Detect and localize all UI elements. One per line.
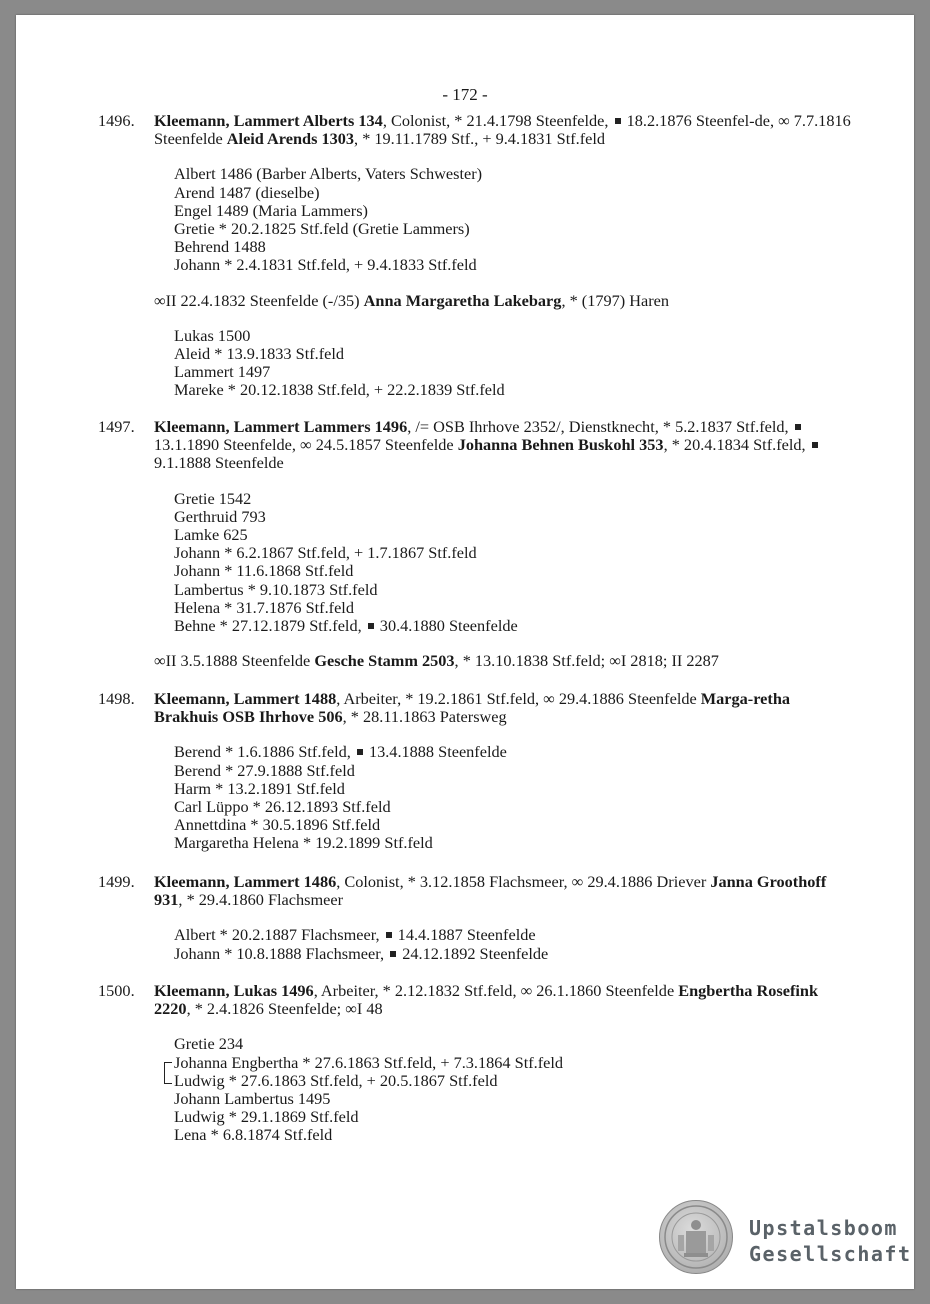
spouse-name: Johanna Behnen Buskohl 353 bbox=[457, 435, 664, 455]
list-item: Berend * 1.6.1886 Stf.feld, 13.4.1888 Steenfelde bbox=[174, 742, 507, 762]
list-item: Gerthruid 793 bbox=[174, 506, 266, 526]
person-name: Kleemann, Lammert Alberts 134 bbox=[154, 111, 383, 130]
second-marriage: ∞II 3.5.1888 Steenfelde Gesche Stamm 2503, * 13.10.1838 Stf.feld; ∞I 2818; II 2287 bbox=[154, 651, 719, 671]
person-name: Kleemann, Lammert Lammers 1496 bbox=[154, 417, 408, 436]
list-item: Carl Lüppo * 26.12.1893 Stf.feld bbox=[174, 797, 391, 817]
list-item: Lamke 625 bbox=[174, 525, 248, 545]
entry-heading: Kleemann, Lukas 1496, Arbeiter, * 2.12.1832 Stf.feld, ∞ 26.1.1860 Steenfelde Engbertha Rosefink 2220, * 2.4.1826 Steenfelde; ∞I 48 bbox=[154, 981, 819, 1019]
children-list bbox=[174, 743, 858, 852]
spouse-name: Engbertha Rosefink 2220 bbox=[154, 981, 819, 1019]
entry-heading: Kleemann, Lammert 1488, Arbeiter, * 19.2.1861 Stf.feld, ∞ 29.4.1886 Steenfelde Marga-retha Brakhuis OSB Ihrhove 506, * 28.11.1863 Patersweg bbox=[154, 689, 791, 727]
list-item: Johann Lambertus 1495 bbox=[174, 1089, 331, 1109]
burial-square-icon bbox=[812, 442, 818, 448]
page-number: - 172 - bbox=[442, 85, 488, 104]
list-item: Mareke * 20.12.1838 Stf.feld, + 22.2.1839 Stf.feld bbox=[174, 380, 505, 400]
spouse-name: Janna Groothoff 931 bbox=[154, 872, 827, 910]
seal-graphic bbox=[660, 1201, 732, 1273]
twin-bracket bbox=[164, 1062, 172, 1084]
children-list bbox=[174, 1035, 858, 1144]
entry-heading: Kleemann, Lammert Lammers 1496, /= OSB Ihrhove 2352/, Dienstknecht, * 5.2.1837 Stf.feld, 13.1.1890 Steenfelde, ∞ 24.5.1857 Steenfelde Johanna Behnen Buskohl 353, * 20.4.1834 Stf.feld, 9.1.1888 Steenfelde bbox=[154, 418, 858, 473]
spouse-name: Marga-retha Brakhuis OSB Ihrhove 506 bbox=[154, 689, 791, 727]
children-list bbox=[174, 490, 858, 636]
list-item: Lambertus * 9.10.1873 Stf.feld bbox=[174, 579, 378, 599]
list-item: Engel 1489 (Maria Lammers) bbox=[174, 200, 368, 220]
seal-icon bbox=[659, 1200, 733, 1274]
list-item: Johann * 10.8.1888 Flachsmeer, 24.12.1892 Steenfelde bbox=[174, 943, 549, 963]
entry-1500 bbox=[98, 982, 858, 1145]
burial-square-icon bbox=[368, 623, 374, 629]
list-item: Johanna Engbertha * 27.6.1863 Stf.feld, + 7.3.1864 Stf.feld bbox=[174, 1052, 564, 1072]
list-item: Lukas 1500 bbox=[174, 325, 251, 345]
brand-name: Upstalsboom Gesellschaft bbox=[749, 1216, 912, 1266]
entry-1499 bbox=[98, 873, 858, 963]
burial-square-icon bbox=[390, 951, 396, 957]
list-item: Albert 1486 (Barber Alberts, Vaters Schwester) bbox=[174, 164, 483, 184]
entry-number: 1498. bbox=[98, 689, 135, 708]
list-item: Gretie * 20.2.1825 Stf.feld (Gretie Lammers) bbox=[174, 219, 470, 239]
list-item: Albert * 20.2.1887 Flachsmeer, 14.4.1887 Steenfelde bbox=[174, 925, 536, 945]
children-list bbox=[174, 165, 858, 274]
entry-number: 1496. bbox=[98, 111, 135, 130]
entry-number: 1500. bbox=[98, 981, 135, 1000]
twins-group bbox=[174, 1054, 858, 1090]
person-name: Kleemann, Lammert 1486 bbox=[154, 872, 337, 891]
entry-1496 bbox=[98, 112, 858, 400]
person-name: Kleemann, Lammert 1488 bbox=[154, 689, 337, 708]
list-item: Ludwig * 27.6.1863 Stf.feld, + 20.5.1867 Stf.feld bbox=[174, 1070, 498, 1090]
entry-heading: Kleemann, Lammert 1486, Colonist, * 3.12.1858 Flachsmeer, ∞ 29.4.1886 Driever Janna Groothoff 931, * 29.4.1860 Flachsmeer bbox=[154, 872, 827, 910]
spouse-name: Aleid Arends 1303 bbox=[226, 129, 355, 149]
list-item: Margaretha Helena * 19.2.1899 Stf.feld bbox=[174, 833, 433, 853]
entry-1497 bbox=[98, 418, 858, 670]
list-item: Behne * 27.12.1879 Stf.feld, 30.4.1880 Steenfelde bbox=[174, 616, 518, 636]
list-item: Ludwig * 29.1.1869 Stf.feld bbox=[174, 1107, 359, 1127]
list-item: Berend * 27.9.1888 Stf.feld bbox=[174, 760, 355, 780]
children-list bbox=[174, 926, 858, 962]
burial-square-icon bbox=[386, 932, 392, 938]
children-list bbox=[174, 327, 858, 400]
list-item: Annettdina * 30.5.1896 Stf.feld bbox=[174, 815, 381, 835]
entry-1498 bbox=[98, 690, 858, 853]
burial-square-icon bbox=[357, 749, 363, 755]
burial-square-icon bbox=[615, 118, 621, 124]
person-name: Kleemann, Lukas 1496 bbox=[154, 981, 314, 1000]
list-item: Johann * 2.4.1831 Stf.feld, + 9.4.1833 Stf.feld bbox=[174, 255, 477, 275]
list-item: Lena * 6.8.1874 Stf.feld bbox=[174, 1125, 333, 1145]
list-item: Behrend 1488 bbox=[174, 237, 266, 257]
entry-number: 1497. bbox=[98, 417, 135, 436]
list-item: Helena * 31.7.1876 Stf.feld bbox=[174, 597, 354, 617]
list-item: Gretie 1542 bbox=[174, 488, 252, 508]
burial-square-icon bbox=[795, 424, 801, 430]
list-item: Gretie 234 bbox=[174, 1034, 244, 1054]
list-item: Johann * 6.2.1867 Stf.feld, + 1.7.1867 Stf.feld bbox=[174, 543, 477, 563]
second-marriage: ∞II 22.4.1832 Steenfelde (-/35) Anna Margaretha Lakebarg, * (1797) Haren bbox=[154, 290, 670, 310]
list-item: Johann * 11.6.1868 Stf.feld bbox=[174, 561, 354, 581]
entry-number: 1499. bbox=[98, 872, 135, 891]
document-page bbox=[16, 15, 914, 1289]
list-item: Aleid * 13.9.1833 Stf.feld bbox=[174, 344, 345, 364]
list-item: Lammert 1497 bbox=[174, 362, 271, 382]
list-item: Harm * 13.2.1891 Stf.feld bbox=[174, 778, 345, 798]
entry-heading: Kleemann, Lammert Alberts 134, Colonist, * 21.4.1798 Steenfelde, 18.2.1876 Steenfel-de, ∞ 7.7.1816 Steenfelde Aleid Arends 1303, * 19.11.1789 Stf., + 9.4.1831 Stf.feld bbox=[154, 111, 851, 149]
list-item: Arend 1487 (dieselbe) bbox=[174, 182, 320, 202]
